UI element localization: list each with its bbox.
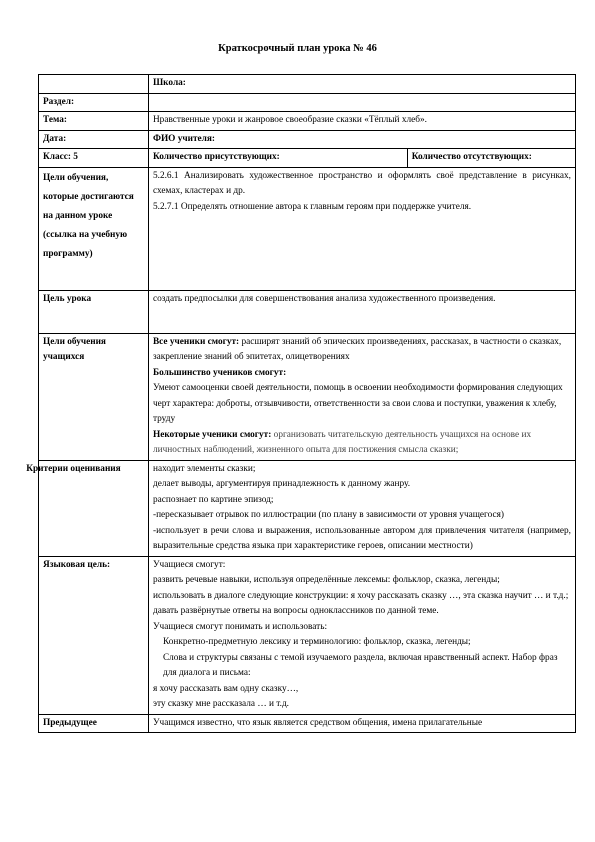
section-label: Раздел: xyxy=(39,93,149,112)
criteria-label: Критерии оценивания xyxy=(26,463,121,474)
language-line: Учащиеся смогут: xyxy=(152,559,226,570)
language-line: эту сказку мне рассказала … и т.д. xyxy=(152,699,290,709)
language-line: Конкретно-предметную лексику и терминологию: фольклор, сказка, легенды; xyxy=(162,637,471,647)
row-language xyxy=(39,556,576,714)
goal-line: 5.2.7.1 Определять отношение автора к главным героям при поддержке учителя. xyxy=(152,201,472,212)
row-topic xyxy=(39,112,576,131)
school-value: Школа: xyxy=(148,75,575,94)
objectives-label: Цели обучения учащихся xyxy=(39,333,149,460)
lesson-goal-text: создать предпосылки для совершенствования анализа художественного произведения. xyxy=(152,293,496,304)
date-label: Дата: xyxy=(39,130,149,149)
row-class xyxy=(39,149,576,168)
language-value xyxy=(148,556,575,714)
criteria-line: -использует в речи слова и выражения, использованные автором для привлечения читателя (например, выразительные средства языка при характеристике героев, описании местности) xyxy=(152,525,571,551)
criteria-value xyxy=(148,460,575,556)
language-line: давать развёрнутые ответы на вопросы одноклассников по данной теме. xyxy=(152,606,439,616)
row-goals xyxy=(39,167,576,290)
teacher-name-label: ФИО учителя: xyxy=(148,130,575,149)
language-line: развить речевые навыки, используя определённые лексемы: фольклор, сказка, легенды; xyxy=(152,575,500,585)
row-section xyxy=(39,93,576,112)
row-date xyxy=(39,130,576,149)
row-lesson-goal xyxy=(39,290,576,333)
objective-most-bold: Большинство учеников смогут: xyxy=(152,367,287,378)
criteria-line: находит элементы сказки; xyxy=(152,463,256,474)
row-school xyxy=(39,75,576,94)
language-line: Слова и структуры связаны с темой изучаемого раздела, включая нравственный аспект. Набор фраз для диалога и письма: xyxy=(162,652,558,678)
language-label: Языковая цель: xyxy=(39,556,149,714)
present-count-label: Количество присутствующих: xyxy=(148,149,407,168)
language-line: Учащиеся смогут понимать и использовать: xyxy=(152,621,328,632)
goals-label: Цели обучения, которые достигаются на данном уроке (ссылка на учебную программу) xyxy=(39,167,149,290)
objectives-value xyxy=(148,333,575,460)
school-label-cell xyxy=(39,75,149,94)
objective-most-text: Умеют самооценки своей деятельности, помощь в освоении необходимости формирования следующих черт характера: доброты, отзывчивости, ответственности за свои слова и поступки, уважения к хлебу, труду xyxy=(152,383,563,424)
criteria-line: -пересказывает отрывок по иллюстрации (по плану в зависимости от уровня учащегося) xyxy=(152,510,504,520)
topic-label: Тема: xyxy=(39,112,149,131)
row-previous xyxy=(39,714,576,733)
objective-all-bold: Все ученики смогут: xyxy=(152,336,240,347)
language-line: использовать в диалоге следующие конструкции: я хочу рассказать сказку …, эта сказка научит … и т.д.; xyxy=(152,590,569,601)
goal-line: 5.2.6.1 Анализировать художественное пространство и оформлять своё представление в рисунках, схемах, кластерах и др. xyxy=(152,170,571,196)
class-label: Класс: 5 xyxy=(39,149,149,168)
absent-count-label: Количество отсутствующих: xyxy=(407,149,575,168)
language-line: я хочу рассказать вам одну сказку…, xyxy=(152,683,299,694)
objective-some xyxy=(153,428,571,459)
page-title: Краткосрочный план урока № 46 xyxy=(218,43,377,54)
row-criteria xyxy=(39,460,576,556)
objective-all-text: расширят знаний об эпических произведениях, рассказах, в частности о сказках, закрепление знаний об эпитетах, олицетворениях xyxy=(152,336,562,362)
lesson-plan-table xyxy=(26,74,576,733)
criteria-line: распознает по картине эпизод; xyxy=(152,494,274,505)
goals-value xyxy=(148,167,575,290)
objective-all xyxy=(153,335,571,366)
previous-value: Учащимся известно, что язык является средством общения, имена прилагательные xyxy=(148,714,575,733)
row-objectives xyxy=(39,333,576,460)
criteria-label-cell xyxy=(26,460,149,556)
objective-some-text: организовать читательскую деятельность учащихся на основе их личностных наблюдений, жизненного опыта для постижения смысла сказки; xyxy=(152,429,532,455)
previous-label: Предыдущее xyxy=(39,714,149,733)
criteria-line: делает выводы, аргументируя принадлежность к данному жанру. xyxy=(152,479,411,489)
topic-value: Нравственные уроки и жанровое своеобразие сказки «Тёплый хлеб». xyxy=(148,112,575,131)
lesson-goal-value xyxy=(148,290,575,333)
objective-some-bold: Некоторые ученики смогут: xyxy=(152,429,272,440)
lesson-goal-label: Цель урока xyxy=(39,290,149,333)
section-value xyxy=(148,93,575,112)
